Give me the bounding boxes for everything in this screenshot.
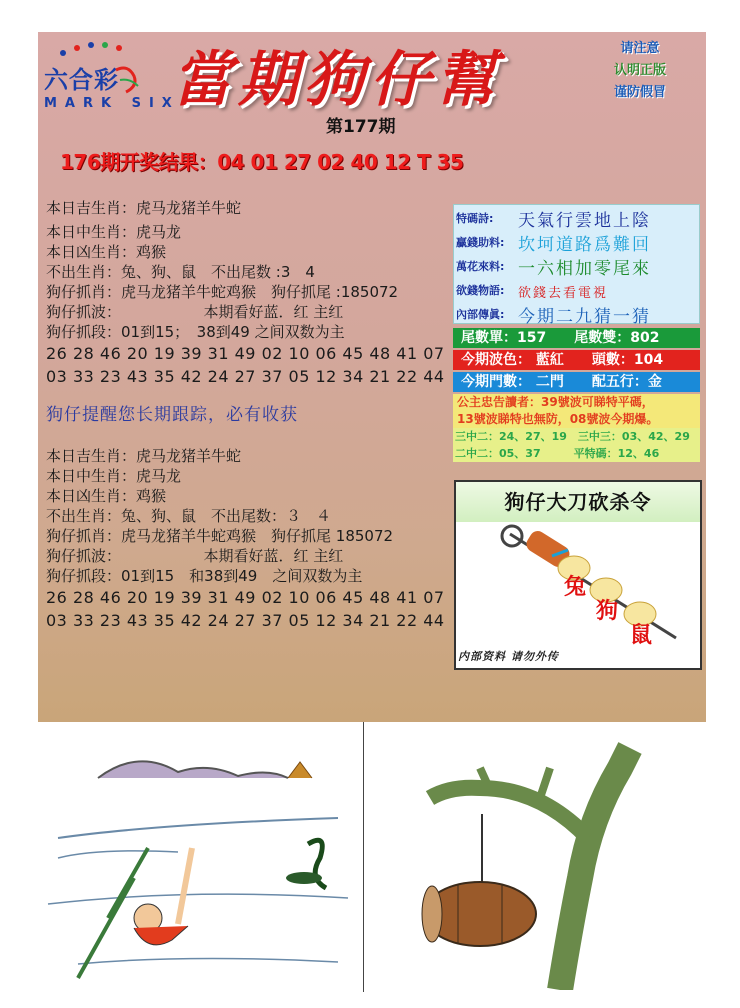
hint-value: 欲錢去看電視	[518, 286, 609, 301]
prediction-line: 狗仔抓波： 本期看好蓝．红 主红	[46, 547, 344, 565]
drowning-man-illustration	[38, 728, 358, 990]
kill-zodiac: 鼠	[630, 623, 653, 648]
hint-panel	[453, 204, 700, 327]
hint-value: 坎坷道路爲難回	[518, 235, 651, 255]
hint-label: 萬花來料:	[456, 260, 505, 273]
prediction-line: 本日中生肖：虎马龙	[46, 223, 182, 241]
stats-bar-door: 今期門數： 二門 配五行：金	[453, 372, 700, 392]
hint-label: 贏錢助料:	[456, 236, 505, 249]
kill-zodiac: 兔	[564, 575, 587, 600]
hint-row	[454, 229, 701, 253]
hint-row	[454, 253, 701, 277]
prediction-line: 本日吉生肖：虎马龙猪羊牛蛇	[46, 447, 242, 465]
prediction-line: 本日凶生肖：鸡猴	[46, 487, 167, 505]
hint-label: 特碼詩:	[456, 212, 494, 225]
logo-main: 六合彩	[44, 65, 119, 94]
kill-footer: 内部资料 请勿外传	[458, 650, 559, 663]
number-row: 03 33 23 43 35 42 24 27 37 05 12 34 21 22 44	[46, 367, 445, 386]
logo-sub: MARK SIX	[44, 96, 180, 111]
prediction-line: 本日吉生肖：虎马龙猪羊牛蛇	[46, 199, 242, 217]
notice-line: 谨防假冒	[613, 85, 666, 100]
combo-numbers	[453, 428, 700, 462]
stats-bar-color: 今期波色： 藍紅 頭數：104	[453, 350, 700, 370]
prediction-line: 不出生肖：兔、狗、鼠 不出尾数：３ ４	[46, 507, 332, 525]
hint-row	[454, 301, 701, 325]
hint-label: 欲錢物語:	[456, 284, 505, 297]
hint-value: 今期二九猜一猜	[518, 307, 651, 327]
combo-line: 三中二：24、27、19 三中三：03、42、29	[455, 430, 690, 443]
number-row: 26 28 46 20 19 39 31 49 02 10 06 45 48 41 07	[46, 588, 445, 607]
prediction-block-2	[46, 446, 445, 632]
prediction-line: 狗仔抓肖：虎马龙猪羊牛蛇鸡猴 狗仔抓尾 :185072	[46, 283, 399, 301]
hint-row	[454, 205, 701, 229]
notice-line: 认明正版	[613, 63, 666, 78]
combo-line: 二中二：05、37 平特碼：12、46	[455, 447, 660, 460]
logo-dots-icon	[60, 42, 130, 56]
hanging-barrel-illustration	[370, 728, 700, 990]
prediction-line: 狗仔抓肖：虎马龙猪羊牛蛇鸡猴 狗仔抓尾 185072	[46, 527, 394, 545]
prediction-line: 不出生肖：兔、狗、鼠 不出尾数 :3 4	[46, 263, 315, 281]
hint-value: 天氣行雲地上陰	[518, 211, 651, 231]
number-row: 03 33 23 43 35 42 24 27 37 05 12 34 21 22 44	[46, 611, 445, 630]
prediction-line: 本日中生肖：虎马龙	[46, 467, 182, 485]
stats-panel	[453, 328, 700, 464]
stats-bar-tail: 尾數單：157 尾數雙：802	[453, 328, 700, 348]
issue-number: 第177期	[326, 117, 396, 137]
reminder-text: 狗仔提醒您长期跟踪，必有收获	[46, 405, 298, 425]
notice-line: 请注意	[620, 41, 660, 56]
logo-swoosh-icon	[112, 60, 142, 96]
number-row: 26 28 46 20 19 39 31 49 02 10 06 45 48 41 07	[46, 344, 445, 363]
notice-line: 公主忠告讀者：39號波可睇特平碼，	[457, 395, 654, 409]
kill-title: 狗仔大刀砍杀令	[456, 482, 700, 522]
kill-zodiac: 狗	[596, 599, 619, 624]
poster-title: 當期狗仔幫	[172, 45, 502, 115]
draw-result: 176期开奖结果：04 01 27 02 40 12 T 35	[60, 150, 464, 174]
princess-notice	[453, 394, 700, 428]
authenticity-notice	[604, 38, 676, 104]
prediction-line: 狗仔抓段：01到15； 38到49 之间双数为主	[46, 323, 345, 341]
illustration-divider	[363, 722, 364, 992]
prediction-line: 本日凶生肖：鸡猴	[46, 243, 167, 261]
kill-order-card	[454, 480, 702, 670]
hint-value: 一六相加零尾來	[518, 259, 651, 279]
prediction-line: 狗仔抓段：01到15 和38到49 之间双数为主	[46, 567, 363, 585]
prediction-line: 狗仔抓波： 本期看好蓝．红 主红	[46, 303, 344, 321]
hint-row	[454, 277, 701, 301]
notice-line: 13號波睇特也無防，08號波今期爆。	[457, 412, 659, 426]
prediction-block-1	[46, 198, 445, 388]
hint-label: 內部傳眞:	[456, 308, 505, 321]
